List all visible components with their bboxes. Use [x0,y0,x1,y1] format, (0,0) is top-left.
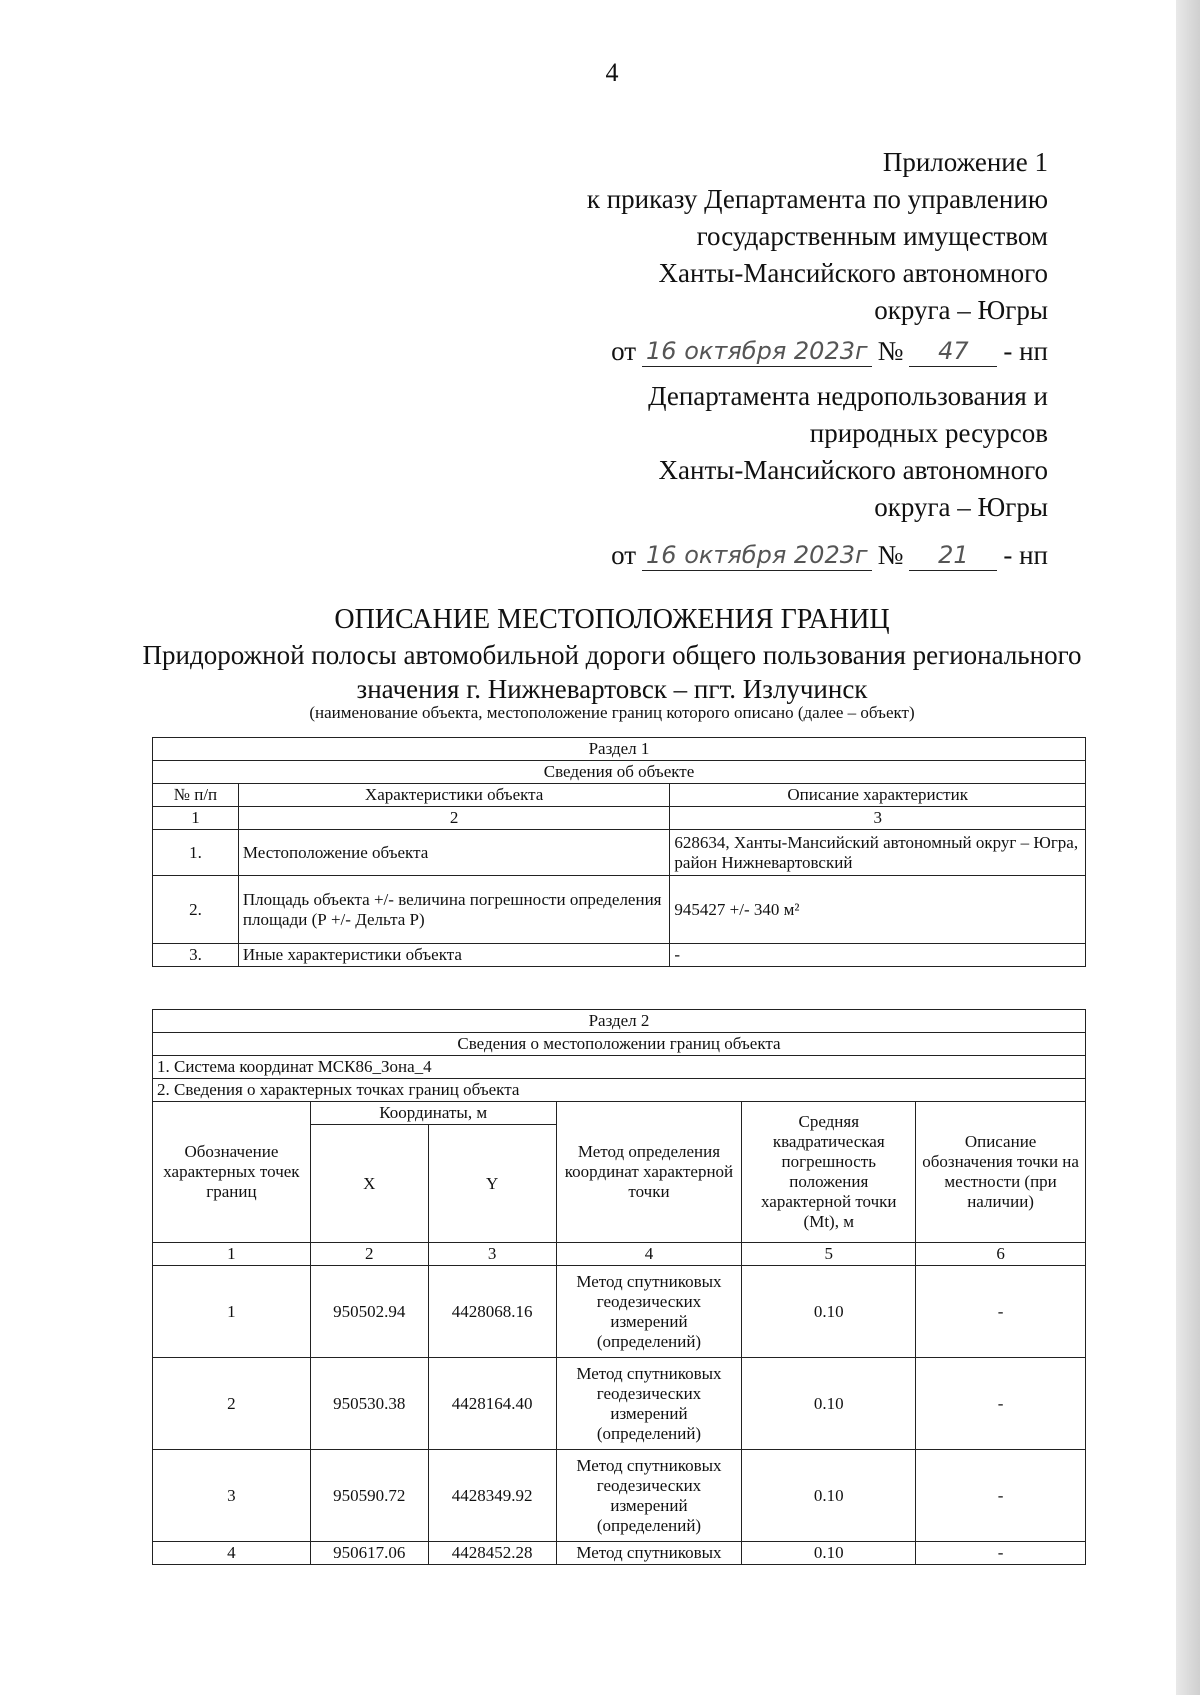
point-description: - [916,1542,1086,1565]
col-number: 1 [153,807,239,830]
appendix-line: Департамента недропользования и [648,381,1048,411]
row-name: Иные характеристики объекта [238,944,670,967]
document-subtitle: Придорожной полосы автомобильной дороги общего пользования регионального значения г. Нижневартовск – пгт. Излучинск [142,640,1082,704]
point-error: 0.10 [742,1358,916,1450]
section2-title: Раздел 2 [153,1010,1086,1033]
page-edge-shadow [1176,0,1200,1695]
row-value: 945427 +/- 340 м² [670,876,1086,944]
point-method: Метод спутниковых геодезических измерений (определений) [556,1266,742,1358]
col-number: 6 [916,1243,1086,1266]
col-number: 2 [238,807,670,830]
points-caption: 2. Сведения о характерных точках границ объекта [153,1079,1086,1102]
row-num: 2. [153,876,239,944]
number-label: № [877,540,904,570]
col-number: 1 [153,1243,311,1266]
header-coords: Координаты, м [310,1102,556,1125]
appendix-line: государственным имуществом [696,221,1048,251]
appendix-line: округа – Югры [874,295,1048,325]
point-y: 4428452.28 [428,1542,556,1565]
section1-title: Раздел 1 [153,738,1086,761]
table-row [153,1542,1086,1565]
table-row [153,1358,1086,1450]
point-description: - [916,1358,1086,1450]
point-y: 4428349.92 [428,1450,556,1542]
row-name: Местоположение объекта [238,830,670,876]
appendix-line: Ханты-Мансийского автономного [658,258,1048,288]
appendix-line: к приказу Департамента по управлению [586,184,1048,214]
order-date-line-2 [611,540,1048,571]
header-error: Средняя квадратическая погрешность положения характерной точки (Mt), м [742,1102,916,1243]
date-prefix: от [611,540,637,570]
col-number: 4 [556,1243,742,1266]
point-number: 3 [153,1450,311,1542]
section1-subtitle: Сведения об объекте [153,761,1086,784]
row-num: 1. [153,830,239,876]
point-method: Метод спутниковых геодезических измерений (определений) [556,1450,742,1542]
document-caption: (наименование объекта, местоположение границ которого описано (далее – объект) [309,703,915,722]
col-number: 3 [670,807,1086,830]
point-number: 4 [153,1542,311,1565]
point-x: 950590.72 [310,1450,428,1542]
handwritten-date: 16 октября 2023г [642,540,872,571]
header-description: Описание характеристик [670,784,1086,807]
order-date-line-1 [611,336,1048,367]
point-description: - [916,1450,1086,1542]
appendix-line: округа – Югры [874,492,1048,522]
appendix-header-2 [648,378,1048,526]
point-y: 4428068.16 [428,1266,556,1358]
point-y: 4428164.40 [428,1358,556,1450]
appendix-line: Приложение 1 [882,147,1048,177]
col-number: 5 [742,1243,916,1266]
row-name: Площадь объекта +/- величина погрешности определения площади (Р +/- Дельта Р) [238,876,670,944]
row-value: 628634, Ханты-Мансийский автономный округ – Югра, район Нижневартовский [670,830,1086,876]
table-row [153,830,1086,876]
point-error: 0.10 [742,1266,916,1358]
coord-system: 1. Система координат МСК86_Зона_4 [153,1056,1086,1079]
handwritten-date: 16 октября 2023г [642,336,872,367]
row-value: - [670,944,1086,967]
appendix-header [587,144,1048,329]
page-number: 4 [605,58,619,87]
header-characteristic: Характеристики объекта [238,784,670,807]
row-num: 3. [153,944,239,967]
header-x: X [310,1125,428,1243]
point-method: Метод спутниковых [556,1542,742,1565]
point-error: 0.10 [742,1450,916,1542]
table-row [153,944,1086,967]
handwritten-number: 21 [909,540,997,571]
header-designation: Обозначение характерных точек границ [153,1102,311,1243]
point-x: 950530.38 [310,1358,428,1450]
point-number: 1 [153,1266,311,1358]
table-row [153,1266,1086,1358]
point-x: 950617.06 [310,1542,428,1565]
point-error: 0.10 [742,1542,916,1565]
number-suffix: - нп [1003,540,1048,570]
table-row [153,876,1086,944]
header-method: Метод определения координат характерной точки [556,1102,742,1243]
appendix-line: Ханты-Мансийского автономного [658,455,1048,485]
point-description: - [916,1266,1086,1358]
section2-subtitle: Сведения о местоположении границ объекта [153,1033,1086,1056]
number-label: № [877,336,904,366]
date-prefix: от [611,336,637,366]
point-method: Метод спутниковых геодезических измерений (определений) [556,1358,742,1450]
col-number: 2 [310,1243,428,1266]
header-point-description: Описание обозначения точки на местности (при наличии) [916,1102,1086,1243]
section1-table [152,737,1086,967]
point-x: 950502.94 [310,1266,428,1358]
appendix-line: природных ресурсов [809,418,1048,448]
header-num: № п/п [153,784,239,807]
section2-table [152,1009,1086,1565]
number-suffix: - нп [1003,336,1048,366]
document-title: ОПИСАНИЕ МЕСТОПОЛОЖЕНИЯ ГРАНИЦ [334,604,890,635]
handwritten-number: 47 [909,336,997,367]
col-number: 3 [428,1243,556,1266]
point-number: 2 [153,1358,311,1450]
table-row [153,1450,1086,1542]
header-y: Y [428,1125,556,1243]
